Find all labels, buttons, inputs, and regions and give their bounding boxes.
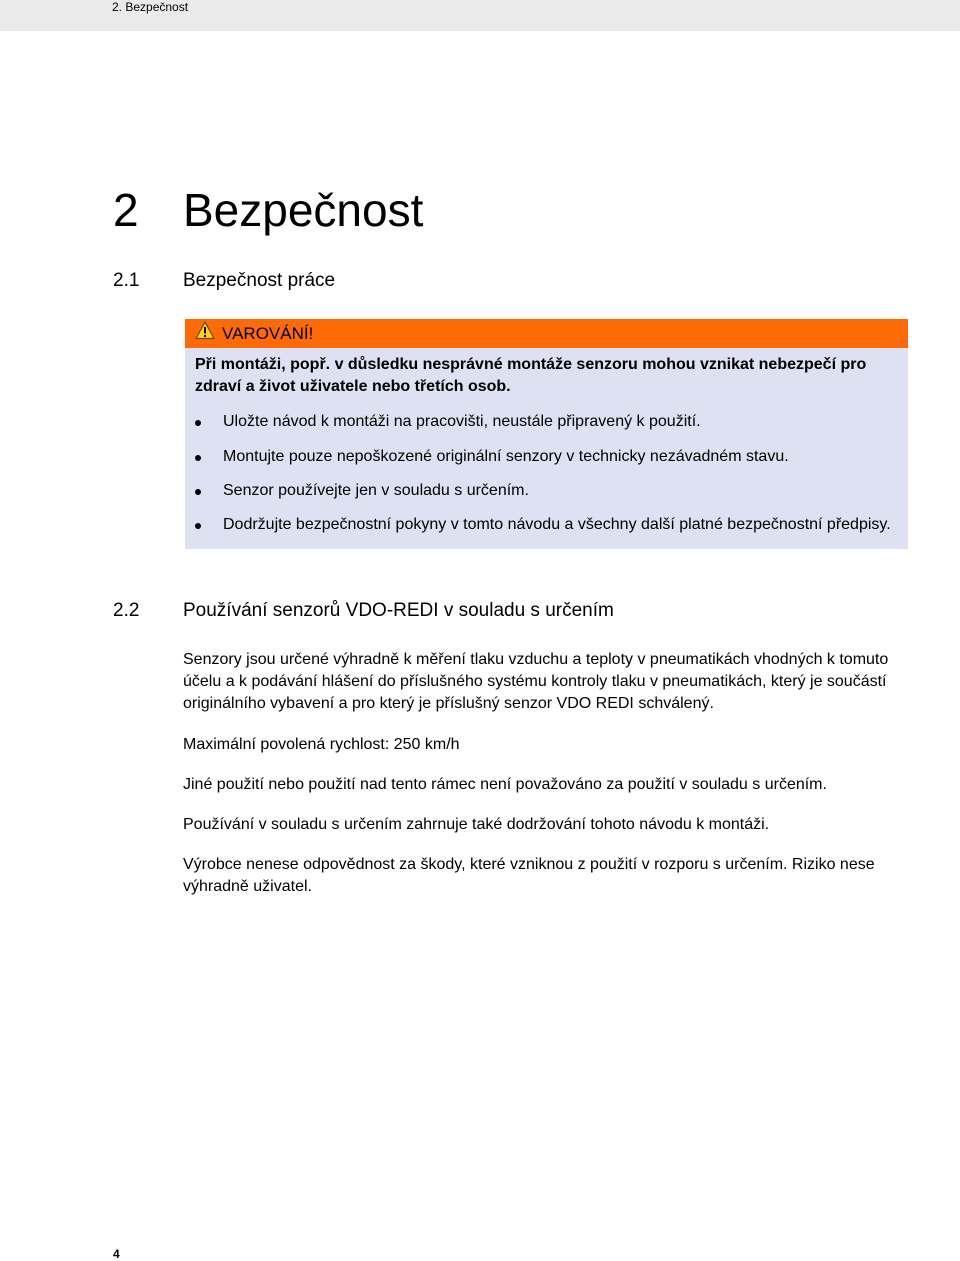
- chapter-title: Bezpečnost: [183, 184, 424, 236]
- body-paragraph: Senzory jsou určené výhradně k měření tlaku vzduchu a teploty v pneumatikách vhodných k tomuto účelu a k podávání hlášení do příslušného systému kontroly tlaku v pneumatikách, který je součástí originálního vybavení a pro který je příslušný senzor VDO REDI schválený.: [183, 651, 889, 712]
- running-header-title: 2. Bezpečnost: [112, 0, 189, 14]
- section-number: 2.2: [113, 600, 140, 621]
- section-heading-2-1: [113, 269, 335, 293]
- section-title: Používání senzorů VDO-REDI v souladu s určením: [183, 600, 614, 621]
- bullet-icon: [195, 455, 201, 461]
- bullet-icon: [195, 489, 201, 495]
- page-number: 4: [113, 1247, 120, 1261]
- section-heading-2-2: [113, 599, 614, 623]
- bullet-icon: [195, 420, 201, 426]
- chapter-number: 2: [113, 184, 139, 236]
- warning-triangle-icon: [195, 321, 215, 340]
- bullet-icon: [195, 523, 201, 529]
- chapter-heading: [113, 183, 423, 237]
- warning-header: [185, 319, 908, 348]
- running-header: [0, 0, 960, 31]
- section-number: 2.1: [113, 270, 140, 291]
- body-paragraph: Výrobce nenese odpovědnost za škody, které vzniknou z použití v rozporu s určením. Riziko nese výhradně uživatel.: [183, 856, 875, 895]
- body-paragraph: Maximální povolená rychlost: 250 km/h: [183, 736, 460, 753]
- body-paragraph: Jiné použití nebo použití nad tento rámec není považováno za použití v souladu s určením.: [183, 776, 827, 793]
- warning-text: Při montáži, popř. v důsledku nesprávné montáže senzoru mohou vznikat nebezpečí pro zdraví a život uživatele nebo třetích osob.: [195, 356, 867, 395]
- warning-label: VAROVÁNÍ!: [222, 324, 314, 343]
- body-paragraph: Používání v souladu s určením zahrnuje také dodržování tohoto návodu k montáži.: [183, 816, 770, 833]
- section-title: Bezpečnost práce: [183, 270, 336, 291]
- warning-box: VAROVÁNÍ! Při montáži, popř. v důsledku nesprávné montáže senzoru mohou vznikat nebezpečí pro zdraví a život uživatele nebo třetích osob. Uložte návod k montáži na pracovišti, neustále připravený k použití. Montujte pouze nepoškozené originální senzory v technicky nezávadném stavu. Senzor používejte jen v souladu s určením. Dodržujte bezpečnostní pokyny v tomto návodu a všechny další platné bezpečnostní předpisy.: [185, 319, 908, 549]
